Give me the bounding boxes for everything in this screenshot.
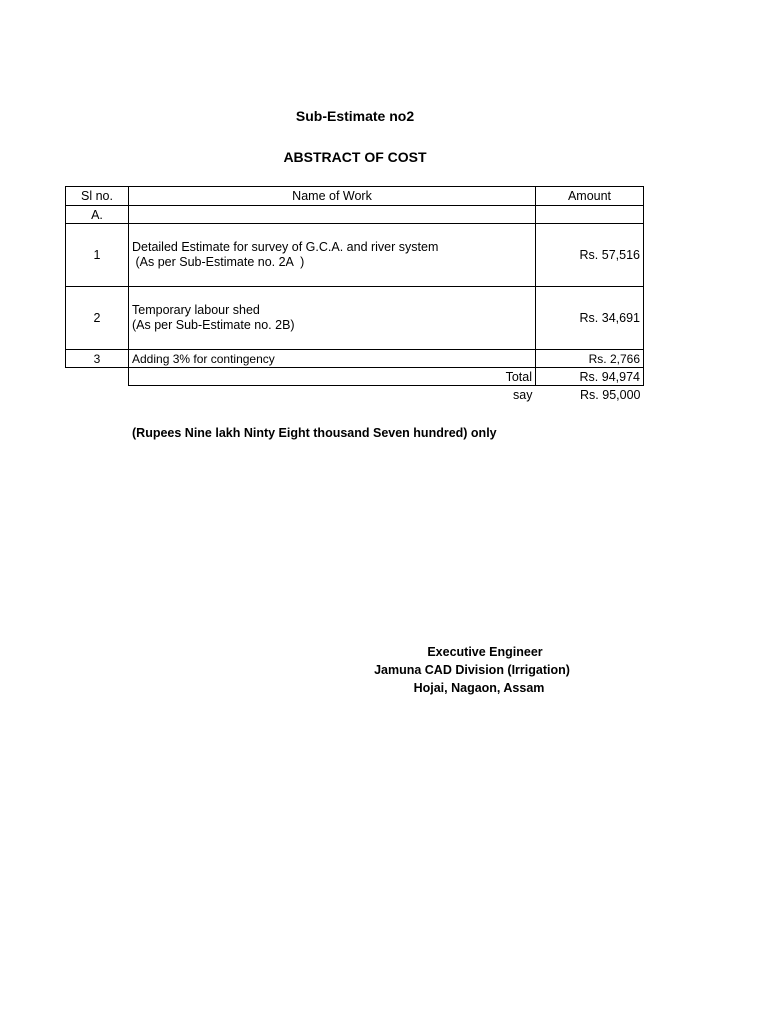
row-work-line: Detailed Estimate for survey of G.C.A. and river system (132, 240, 439, 254)
table-row (66, 350, 644, 368)
row-amount: Rs. 2,766 (536, 350, 644, 368)
row-sl-no: 2 (66, 287, 129, 350)
say-amount: Rs. 95,000 (580, 387, 641, 402)
table-row (66, 287, 644, 350)
column-header-name-of-work: Name of Work (129, 187, 536, 206)
row-sl-no: 1 (66, 224, 129, 287)
say-blank-cell (66, 386, 129, 404)
column-header-amount: Amount (536, 187, 644, 206)
row-amount: Rs. 57,516 (536, 224, 644, 287)
row-work-description: Adding 3% for contingency (129, 350, 536, 368)
total-blank-cell (66, 368, 129, 386)
amount-in-words: (Rupees Nine lakh Ninty Eight thousand Seven hundred) only (132, 426, 497, 440)
column-header-sl-no: Sl no. (66, 187, 129, 206)
section-work-cell (129, 206, 536, 224)
total-row (66, 368, 644, 386)
row-work-description (129, 287, 536, 350)
signature-designation: Executive Engineer (427, 645, 543, 659)
total-label: Total (129, 368, 536, 386)
signature-division: Jamuna CAD Division (Irrigation) (374, 663, 570, 677)
table-row-section (66, 206, 644, 224)
document-subtitle: ABSTRACT OF COST (283, 149, 427, 165)
table-header-row (66, 187, 644, 206)
row-work-line: (As per Sub-Estimate no. 2A ) (132, 255, 305, 269)
total-amount: Rs. 94,974 (536, 368, 644, 386)
row-amount: Rs. 34,691 (536, 287, 644, 350)
say-label: say (513, 387, 533, 402)
table-row (66, 224, 644, 287)
section-amount-cell (536, 206, 644, 224)
abstract-of-cost-table (65, 186, 644, 403)
signature-location: Hojai, Nagaon, Assam (413, 681, 545, 695)
row-work-line: (As per Sub-Estimate no. 2B) (132, 318, 295, 332)
row-sl-no: 3 (66, 350, 129, 368)
section-label: A. (66, 206, 129, 224)
row-work-description (129, 224, 536, 287)
row-work-line: Temporary labour shed (132, 303, 260, 317)
say-row (66, 386, 644, 404)
document-title: Sub-Estimate no2 (295, 108, 415, 124)
